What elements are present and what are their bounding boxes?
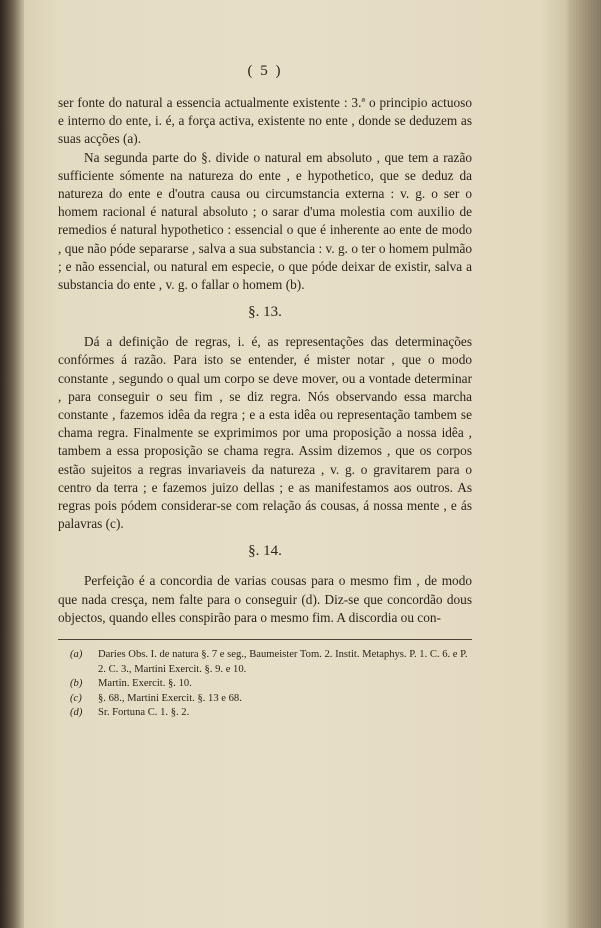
paragraph-1: ser fonte do natural a essencia actualmente existente : 3.ª o principio actuoso e interno do ente, i. é, a força activa, existente no ente , donde se deduzem as suas acções (a). [58, 95, 472, 147]
page-number: ( 5 ) [247, 63, 283, 79]
footnote-text: Sr. Fortuna C. 1. §. 2. [98, 707, 190, 719]
footnote [58, 648, 472, 677]
footnote-mark: (c) [70, 692, 82, 704]
footnotes [58, 648, 472, 721]
book-gutter [0, 0, 24, 928]
footnote-text: Martin. Exercit. §. 10. [98, 678, 192, 690]
text-block [58, 63, 472, 721]
paragraph-2: Na segunda parte do §. divide o natural em absoluto , que tem a razão sufficiente sómente na natureza do ente , e hypothetico, que se deduz da natureza do ente e d'outra causa ou circumstancia externa : v. g. o ser o homem racional é natural absoluto ; o sarar d'uma molestia com auxilio de remedios é natural hypothetico : essencial o que é inherente ao ente de modo , que não póde separarse , salva a sua substancia : v. g. o ter o homem pulmão ; e não essencial, ou natural em especie, o que póde deixar de existir, salva a substancia do ente , v. g. o fallar o homem (b). [58, 149, 472, 293]
footnote-text: Daries Obs. I. de natura §. 7 e seg., Baumeister Tom. 2. Instit. Metaphys. P. 1. C. 6. e P. 2. C. 3., Martini Exercit. §. 9. e 10. [98, 649, 468, 675]
footnote-text: §. 68., Martini Exercit. §. 13 e 68. [98, 692, 242, 704]
page-edge [571, 0, 601, 928]
footnote [58, 706, 472, 721]
footnote [58, 677, 472, 692]
footnote-mark: (b) [70, 678, 83, 690]
paragraph-3: Dá a definição de regras, i. é, as representações das determinações confórmes á razão. Para isto se entender, é mister notar , que o modo constante , segundo o qual um corpo se deve mover, ou a vontade determinar , para conseguir o seu fim , se diz regra. Nós observando essa marcha constante , fazemos idêa da regra ; e a esta idêa ou representação tambem se chama regra. Finalmente se exprimimos por uma proposição a nossa idêa , tambem a essa proposição se chama regra. Assim dizemos , que os corpos estão sujeitos a regras invariaveis da natureza , v. g. o gravitarem para o centro da terra ; e fazemos juizo dellas ; e as manifestamos aos outros. As regras pois pódem considerar-se com relação ás cousas, á nossa mente , e ás palavras (c). [58, 334, 472, 532]
section-heading-13: §. 13. [248, 304, 282, 321]
paragraph-4: Perfeição é a concordia de varias cousas para o mesmo fim , de modo que nada cresça, nem falte para o conseguir (d). Diz-se que concordão dous objectos, quando elles conspirão para o mesmo fim. A discordia ou con- [58, 573, 472, 625]
footnote-mark: (a) [70, 649, 83, 661]
footnote-mark: (d) [70, 707, 83, 719]
footnote-divider [58, 639, 472, 640]
section-heading-14: §. 14. [248, 543, 282, 560]
footnote [58, 692, 472, 707]
